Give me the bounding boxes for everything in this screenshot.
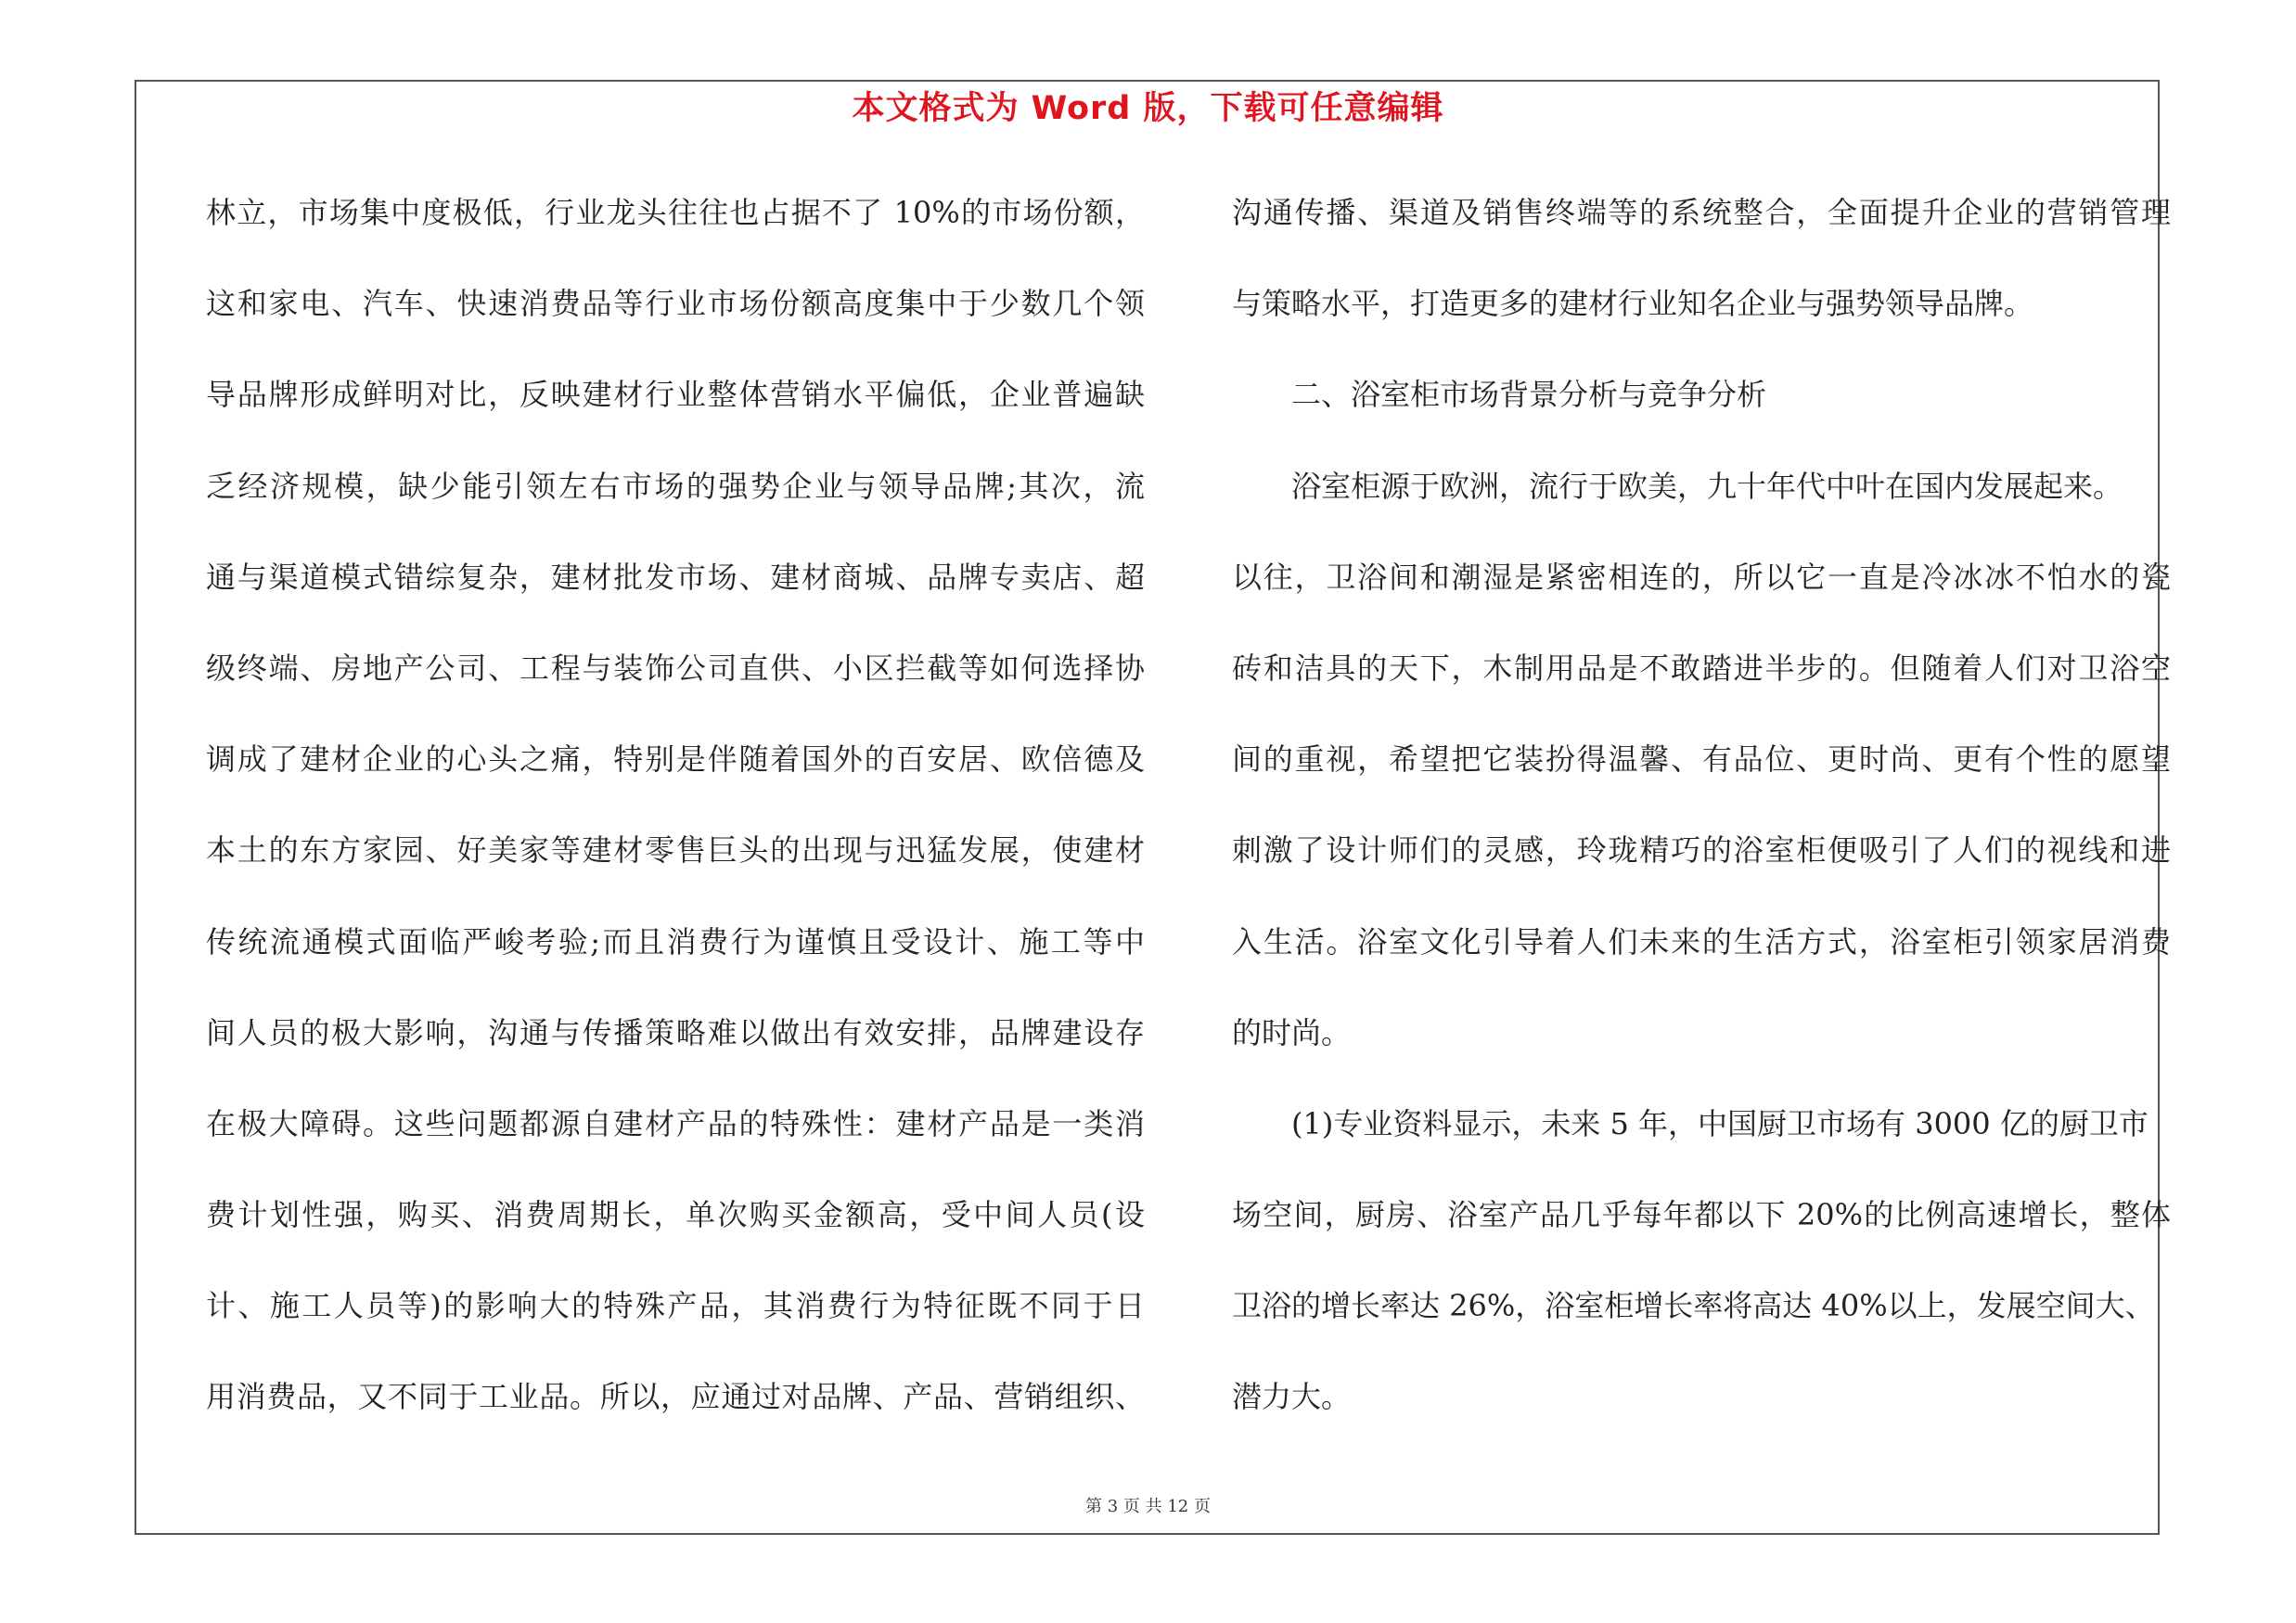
- text-line: 的时尚。: [1232, 1014, 1352, 1050]
- left-text-column: [206, 180, 1145, 1456]
- text-line: 在极大障碍。这些问题都源自建材产品的特殊性：建材产品是一类消: [206, 1105, 1145, 1141]
- section-heading: 二、浴室柜市场背景分析与竞争分析: [1291, 377, 1767, 413]
- text-line: 本土的东方家园、好美家等建材零售巨头的出现与迅猛发展，使建材: [206, 832, 1145, 869]
- right-text-column: [1232, 180, 2171, 1456]
- text-line: 卫浴的增长率达 26%，浴室柜增长率将高达 40%以上，发展空间大、: [1232, 1288, 2155, 1324]
- text-line: 潜力大。: [1232, 1379, 1352, 1415]
- text-line: 间的重视，希望把它装扮得温馨、有品位、更时尚、更有个性的愿望: [1232, 741, 2171, 778]
- text-line: 通与渠道模式错综复杂，建材批发市场、建材商城、品牌专卖店、超: [206, 559, 1145, 595]
- paragraph-first-line: 浴室柜源于欧洲，流行于欧美，九十年代中叶在国内发展起来。: [1291, 468, 2123, 504]
- text-line: 场空间，厨房、浴室产品几乎每年都以下 20%的比例高速增长，整体: [1232, 1197, 2171, 1233]
- text-line: 乏经济规模，缺少能引领左右市场的强势企业与领导品牌;其次，流: [206, 468, 1145, 504]
- text-line: 入生活。浴室文化引导着人们未来的生活方式，浴室柜引领家居消费: [1232, 923, 2171, 960]
- text-line: 林立，市场集中度极低，行业龙头往往也占据不了 10%的市场份额，: [206, 195, 1145, 230]
- page-number-footer: 第 3 页 共 12 页: [1085, 1497, 1211, 1516]
- text-line: 费计划性强，购买、消费周期长，单次购买金额高，受中间人员(设: [206, 1197, 1145, 1233]
- paragraph-first-line: (1)专业资料显示，未来 5 年，中国厨卫市场有 3000 亿的厨卫市: [1291, 1105, 2148, 1141]
- text-line: 用消费品，又不同于工业品。所以，应通过对品牌、产品、营销组织、: [206, 1379, 1145, 1415]
- text-line: 以往，卫浴间和潮湿是紧密相连的，所以它一直是冷冰冰不怕水的瓷: [1232, 559, 2171, 595]
- text-line: 与策略水平，打造更多的建材行业知名企业与强势领导品牌。: [1232, 286, 2034, 322]
- text-line: 调成了建材企业的心头之痛，特别是伴随着国外的百安居、欧倍德及: [206, 741, 1145, 778]
- text-line: 这和家电、汽车、快速消费品等行业市场份额高度集中于少数几个领: [206, 286, 1145, 322]
- text-line: 传统流通模式面临严峻考验;而且消费行为谨慎且受设计、施工等中: [206, 923, 1145, 960]
- word-format-banner: 本文格式为 Word 版，下载可任意编辑: [852, 90, 1444, 127]
- text-line: 砖和洁具的天下，木制用品是不敢踏进半步的。但随着人们对卫浴空: [1232, 650, 2171, 686]
- text-line: 沟通传播、渠道及销售终端等的系统整合，全面提升企业的营销管理: [1232, 195, 2171, 230]
- text-line: 级终端、房地产公司、工程与装饰公司直供、小区拦截等如何选择协: [206, 650, 1145, 686]
- text-line: 计、施工人员等)的影响大的特殊产品，其消费行为特征既不同于日: [206, 1288, 1145, 1324]
- text-line: 导品牌形成鲜明对比，反映建材行业整体营销水平偏低，企业普遍缺: [206, 377, 1145, 413]
- text-line: 刺激了设计师们的灵感，玲珑精巧的浴室柜便吸引了人们的视线和进: [1232, 832, 2171, 869]
- text-line: 间人员的极大影响，沟通与传播策略难以做出有效安排，品牌建设存: [206, 1014, 1145, 1050]
